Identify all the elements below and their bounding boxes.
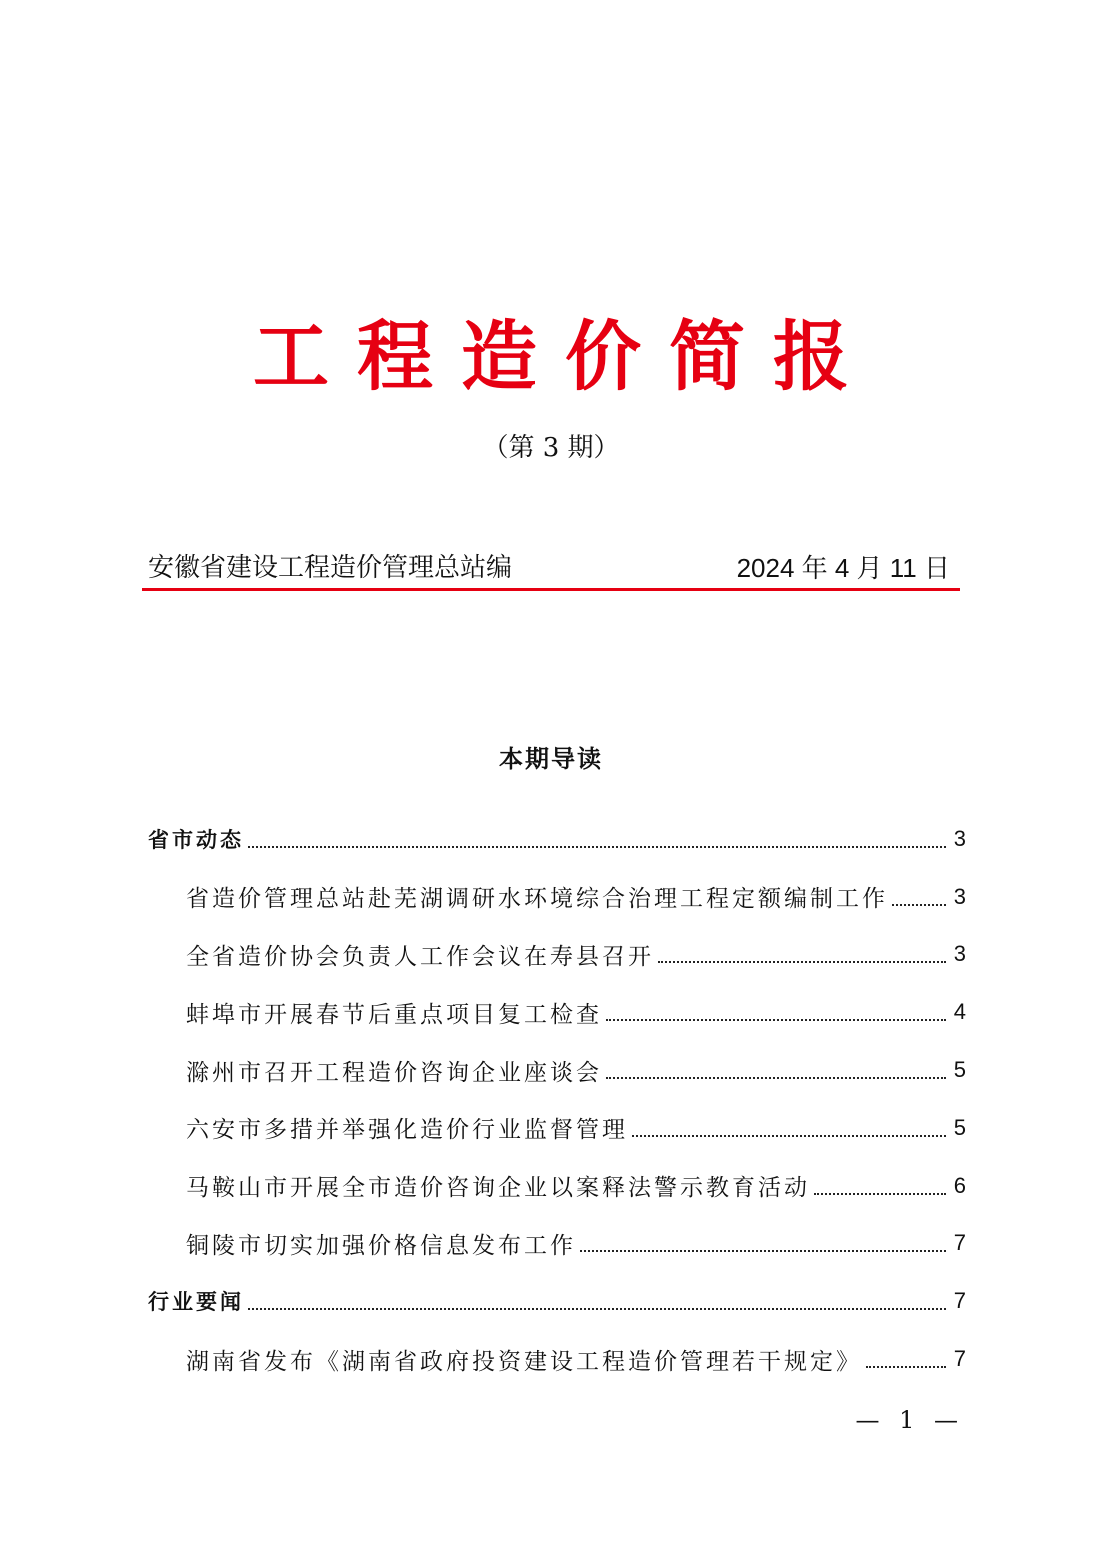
toc-entry-label: 行业要闻 <box>148 1289 244 1315</box>
toc-entry-page: 3 <box>953 825 966 851</box>
toc-entry[interactable] <box>148 1215 966 1273</box>
toc-entry[interactable] <box>148 1099 966 1157</box>
publisher: 安徽省建设工程造价管理总站编 <box>148 553 513 583</box>
toc-entry-label: 蚌埠市开展春节后重点项目复工检查 <box>186 1001 602 1028</box>
toc-entry[interactable] <box>148 1157 966 1215</box>
table-of-contents <box>148 810 966 1388</box>
toc-entry-label: 滁州市召开工程造价咨询企业座谈会 <box>186 1059 602 1086</box>
toc-entry-page: 7 <box>953 1346 966 1372</box>
toc-entry-label: 湖南省发布《湖南省政府投资建设工程造价管理若干规定》 <box>186 1348 862 1375</box>
toc-entry-label: 马鞍山市开展全市造价咨询企业以案释法警示教育活动 <box>186 1175 810 1202</box>
toc-entry[interactable] <box>148 810 966 868</box>
toc-leader <box>658 961 946 963</box>
toc-leader <box>814 1193 946 1195</box>
masthead-title: 工程造价简报 <box>253 312 877 401</box>
toc-entry-label: 省造价管理总站赴芜湖调研水环境综合治理工程定额编制工作 <box>186 886 888 913</box>
toc-entry[interactable] <box>148 983 966 1041</box>
toc-entry-page: 3 <box>953 941 966 967</box>
toc-leader <box>866 1366 946 1368</box>
toc-entry-label: 全省造价协会负责人工作会议在寿县召开 <box>186 943 654 970</box>
toc-leader <box>606 1077 946 1079</box>
toc-entry-page: 5 <box>953 1057 966 1083</box>
toc-leader <box>892 904 946 906</box>
toc-leader <box>606 1019 946 1021</box>
toc-entry-page: 5 <box>953 1114 966 1140</box>
masthead-rule <box>142 588 960 591</box>
toc-leader <box>632 1135 946 1137</box>
toc-entry-label: 六安市多措并举强化造价行业监督管理 <box>186 1117 628 1144</box>
toc-leader <box>580 1250 946 1252</box>
toc-entry-page: 7 <box>953 1230 966 1256</box>
page-number: — 1 — <box>855 1406 964 1434</box>
toc-entry-page: 7 <box>953 1288 966 1314</box>
toc-entry[interactable] <box>148 868 966 926</box>
toc-leader <box>248 1308 946 1310</box>
publish-date: 2024 年 4 月 11 日 <box>736 553 950 583</box>
toc-entry[interactable] <box>148 1272 966 1330</box>
toc-entry-page: 6 <box>953 1172 966 1198</box>
toc-entry[interactable] <box>148 926 966 984</box>
toc-entry-label: 铜陵市切实加强价格信息发布工作 <box>186 1232 576 1259</box>
toc-entry-page: 4 <box>953 999 966 1025</box>
toc-entry-label: 省市动态 <box>148 826 244 852</box>
toc-entry[interactable] <box>148 1330 966 1388</box>
toc-entry-page: 3 <box>953 883 966 909</box>
toc-entry[interactable] <box>148 1041 966 1099</box>
toc-leader <box>248 846 946 848</box>
issue-number: （第 3 期） <box>482 433 620 463</box>
toc-heading: 本期导读 <box>499 744 603 773</box>
